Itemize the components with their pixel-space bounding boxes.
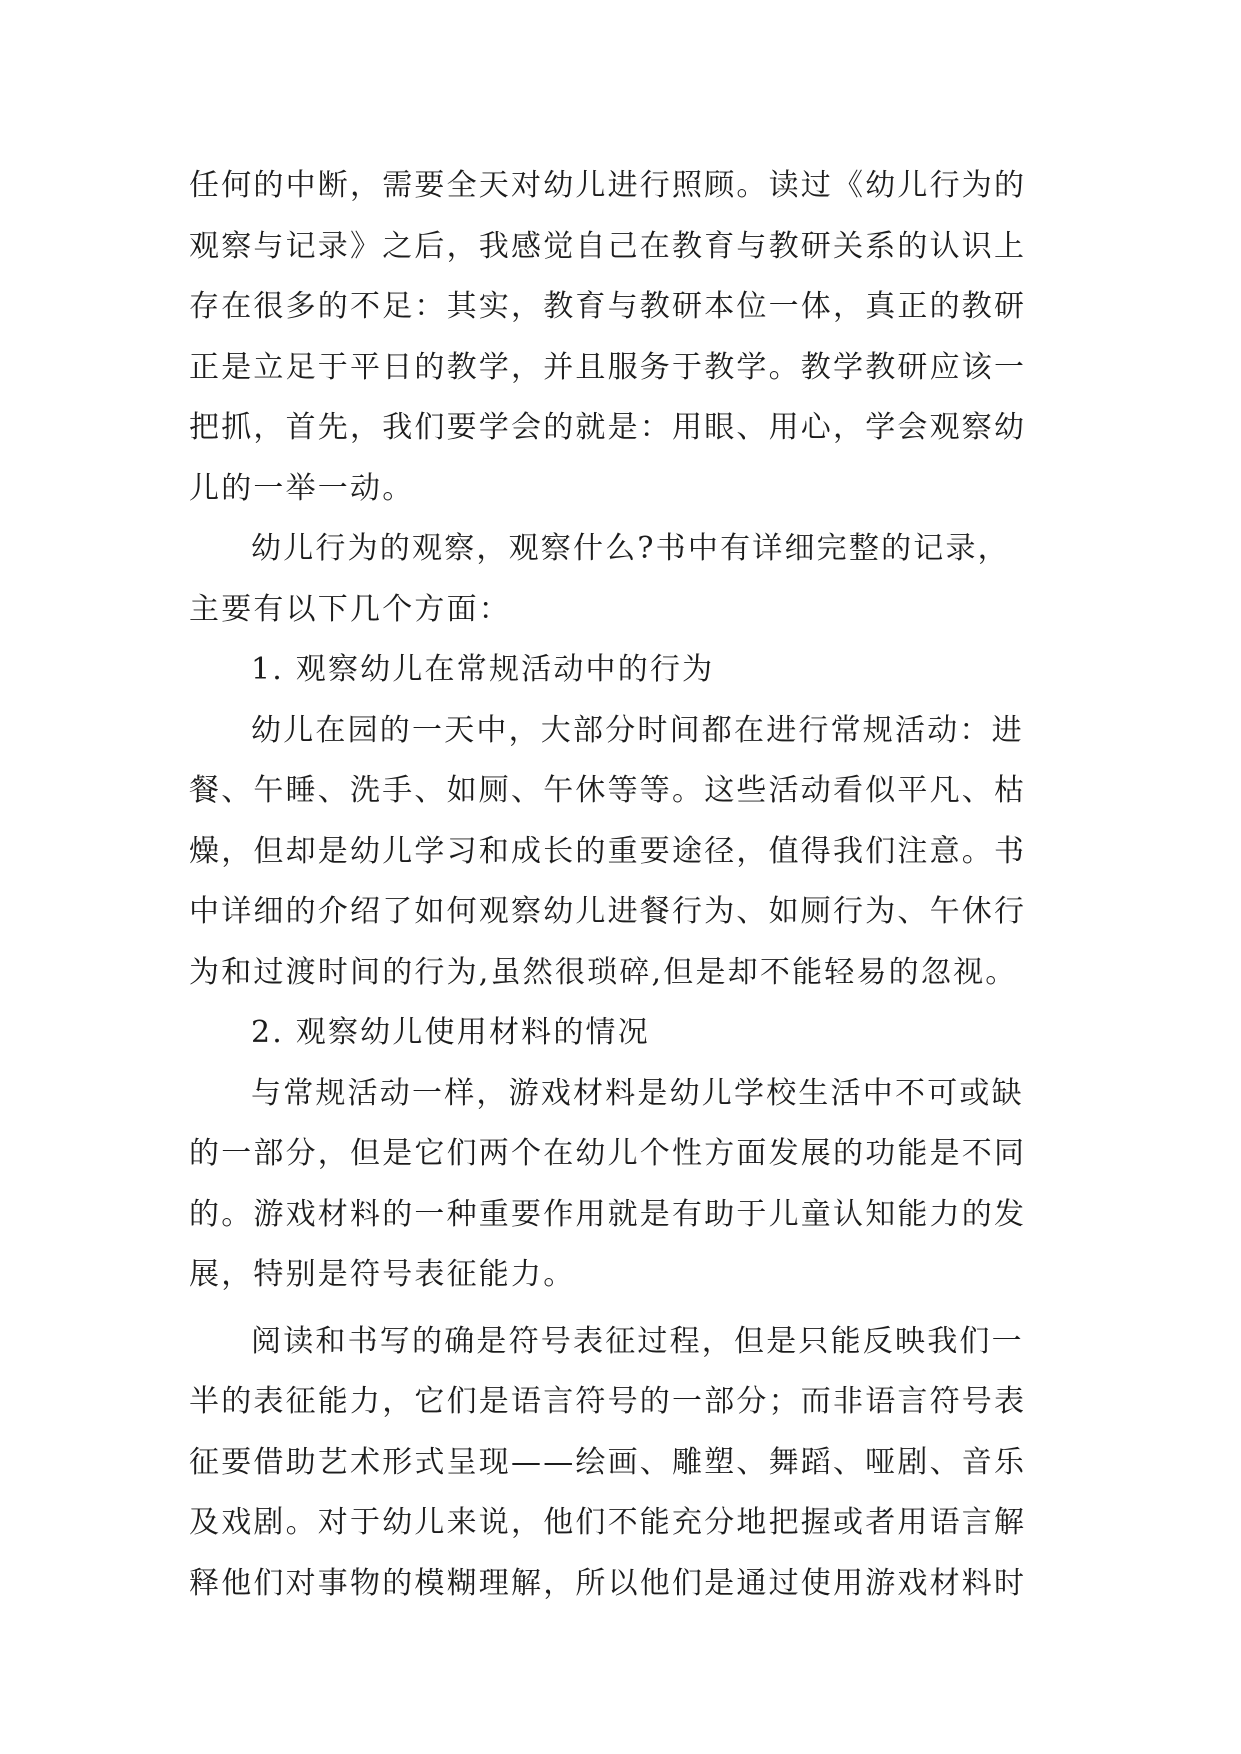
paragraph [189,156,1059,519]
text-line: 儿的一举一动。 [189,470,415,506]
heading-line: 1. 观察幼儿在常规活动中的行为 [251,652,715,687]
text-line: 阅读和书写的确是符号表征过程，但是只能反映我们一 [251,1323,1024,1359]
text-line: 存在很多的不足：其实，教育与教研本位一体，真正的教研 [189,289,1027,324]
paragraph [189,701,1059,1004]
text-line: 燥，但却是幼儿学习和成长的重要途径，值得我们注意。书 [189,833,1027,869]
text-line: 中详细的介绍了如何观察幼儿进餐行为、如厕行为、午休行 [189,894,1027,929]
text-line: 的一部分，但是它们两个在幼儿个性方面发展的功能是不同 [189,1136,1027,1171]
text-line: 展，特别是符号表征能力。 [189,1257,576,1292]
paragraph [189,1312,1059,1615]
paragraph [189,519,1059,640]
text-line: 释他们对事物的模糊理解，所以他们是通过使用游戏材料时 [189,1565,1027,1601]
text-line: 幼儿在园的一天中，大部分时间都在进行常规活动：进 [251,712,1024,748]
text-line: 幼儿行为的观察，观察什么?书中有详细完整的记录， [251,531,1010,566]
text-line: 的。游戏材料的一种重要作用就是有助于儿童认知能力的发 [189,1196,1027,1232]
text-line: 征要借助艺术形式呈现——绘画、雕塑、舞蹈、哑剧、音乐 [189,1444,1027,1480]
text-line: 正是立足于平日的教学，并且服务于教学。教学教研应该一 [189,349,1027,385]
text-line: 把抓，首先，我们要学会的就是：用眼、用心，学会观察幼 [189,410,1027,445]
text-line: 餐、午睡、洗手、如厕、午休等等。这些活动看似平凡、枯 [189,773,1027,808]
text-line: 主要有以下几个方面： [189,591,511,627]
text-line: 及戏剧。对于幼儿来说，他们不能充分地把握或者用语言解 [189,1505,1027,1540]
paragraph [189,1064,1059,1306]
text-line: 观察与记录》之后，我感觉自己在教育与教研关系的认识上 [189,228,1027,264]
text-line: 半的表征能力，它们是语言符号的一部分；而非语言符号表 [189,1384,1027,1419]
section-heading [189,1003,1059,1064]
text-line: 为和过渡时间的行为,虽然很琐碎,但是却不能轻易的忽视。 [189,954,1018,990]
body-text [189,156,1059,1614]
heading-line: 2. 观察幼儿使用材料的情况 [251,1015,650,1050]
section-heading [189,640,1059,701]
text-line: 任何的中断，需要全天对幼儿进行照顾。读过《幼儿行为的 [189,168,1027,203]
text-line: 与常规活动一样，游戏材料是幼儿学校生活中不可或缺 [251,1075,1024,1111]
